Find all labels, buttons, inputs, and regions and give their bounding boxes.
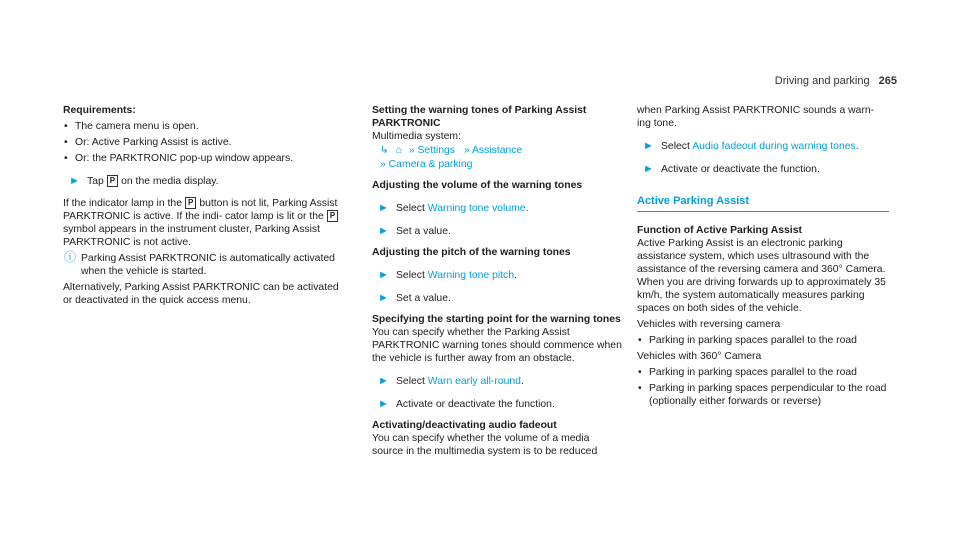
step-select-warn-early: ► Select Warn early all-round. xyxy=(378,375,524,387)
page-number: 265 xyxy=(878,75,897,87)
step-arrow-icon: ► xyxy=(378,292,389,304)
parking-key-icon: P xyxy=(185,197,196,209)
req-item: • Or: the PARKTRONIC pop-up window appears. xyxy=(63,152,348,165)
step-arrow-icon: ► xyxy=(643,163,654,175)
step-arrow-icon: ► xyxy=(378,375,389,387)
step-activate: ► Activate or deactivate the function. xyxy=(643,163,820,175)
double-chevron-icon: » xyxy=(408,145,415,156)
parking-key-icon: P xyxy=(107,175,118,187)
step-set-value: ► Set a value. xyxy=(378,292,451,304)
active-parking-assist-section-title: Active Parking Assist xyxy=(637,195,889,212)
home-icon: ⌂ xyxy=(395,145,402,156)
path-settings: Settings xyxy=(417,145,455,156)
list-item: • Parking in parking spaces parallel to the road xyxy=(637,334,889,347)
double-chevron-icon: » xyxy=(463,145,470,156)
step-select-fadeout: ► Select Audio fadeout during warning tones. xyxy=(643,140,859,152)
step-arrow-icon: ► xyxy=(643,140,654,152)
list-item: • Parking in parking spaces parallel to the road xyxy=(637,366,889,379)
step-select-volume: ► Select Warning tone volume. xyxy=(378,202,529,214)
audio-fadeout-text: You can specify whether the volume of a media source in the multimedia system is to be reduced xyxy=(372,433,598,457)
return-arrow-icon: ↳ xyxy=(380,145,389,156)
req-item: • Or: Active Parking Assist is active. xyxy=(63,136,348,149)
info-icon: ⓘ xyxy=(64,250,77,264)
page-header xyxy=(775,75,897,88)
alternative-paragraph: Alternatively, Parking Assist PARKTRONIC can be activated or deactivated in the quick access menu. xyxy=(63,282,339,306)
path-assistance: Assistance xyxy=(472,145,523,156)
camera-360-label: Vehicles with 360° Camera xyxy=(637,351,762,362)
step-activate: ► Activate or deactivate the function. xyxy=(378,398,555,410)
step-arrow-icon: ► xyxy=(378,398,389,410)
reversing-camera-label: Vehicles with reversing camera xyxy=(637,319,781,330)
column-2 xyxy=(372,104,622,458)
adjust-pitch-heading: Adjusting the pitch of the warning tones xyxy=(372,247,571,258)
function-text: Active Parking Assist is an electronic parking assistance system, which uses ultrasound with the assistance of the reversing camera and 360° Camera. When you are driving forwards up to approximately 35 km/h, the system automatically measures parking spaces on both sides of the vehicle. xyxy=(637,238,886,314)
column-1 xyxy=(63,104,348,307)
step-arrow-icon: ► xyxy=(378,202,389,214)
parking-key-icon: P xyxy=(327,210,338,222)
indicator-paragraph: If the indicator lamp in the P button is not lit, Parking Assist PARKTRONIC is active. If the indi- cator lamp is lit or the Psymbol appears in the instrument cluster, Parking Assist PARKTRONIC is not active. xyxy=(63,198,338,248)
starting-point-heading: Specifying the starting point for the warning tones xyxy=(372,314,621,325)
audio-fadeout-heading: Activating/deactivating audio fadeout xyxy=(372,420,557,431)
function-heading: Function of Active Parking Assist xyxy=(637,225,802,236)
section-title: Driving and parking xyxy=(774,75,870,87)
menu-path xyxy=(372,144,622,171)
step-arrow-icon: ► xyxy=(378,269,389,281)
list-item: • Parking in parking spaces perpendicular to the road (optionally either forwards or reverse) xyxy=(637,382,889,408)
req-item: • The camera menu is open. xyxy=(63,120,348,133)
warning-tones-heading: Setting the warning tones of Parking Assist PARKTRONIC xyxy=(372,105,587,129)
system-label: Multimedia system: xyxy=(372,131,461,142)
continued-text: when Parking Assist PARKTRONIC sounds a warn- ing tone. xyxy=(637,105,875,129)
column-3 xyxy=(637,104,889,408)
step-arrow-icon: ► xyxy=(378,225,389,237)
starting-point-text: You can specify whether the Parking Assist PARKTRONIC warning tones should commence when the vehicle is further away from an obstacle. xyxy=(372,327,622,364)
info-note: ⓘ Parking Assist PARKTRONIC is automatically activated when the vehicle is started. xyxy=(64,250,335,277)
requirements-heading: Requirements: xyxy=(63,105,136,116)
step-select-pitch: ► Select Warning tone pitch. xyxy=(378,269,517,281)
step-arrow-icon: ► xyxy=(69,175,80,187)
step-set-value: ► Set a value. xyxy=(378,225,451,237)
step-tap: ► Tap P on the media display. xyxy=(69,175,219,187)
path-camera-parking: Camera & parking xyxy=(388,159,473,170)
adjust-volume-heading: Adjusting the volume of the warning tones xyxy=(372,180,583,191)
double-chevron-icon: » xyxy=(380,159,386,170)
